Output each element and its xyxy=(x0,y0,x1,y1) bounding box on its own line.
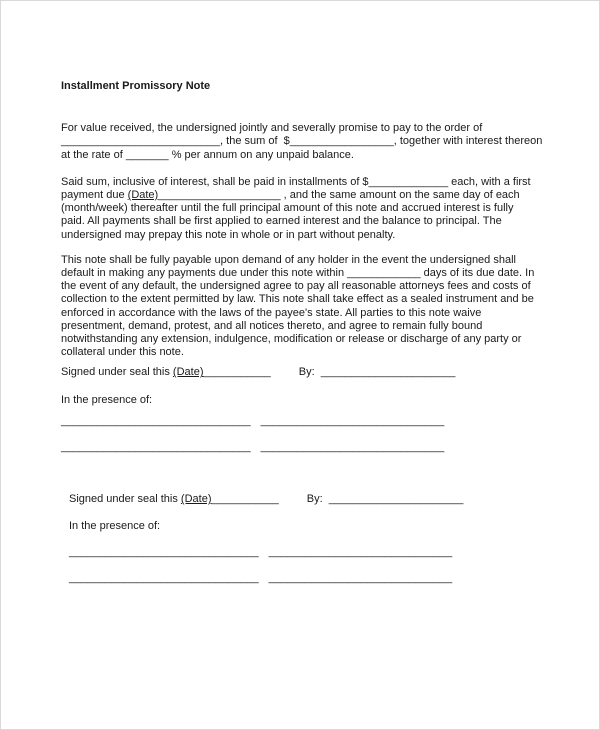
paragraph-installments xyxy=(61,176,573,242)
text-line-interest-rate-blank: at the rate of _______ % per annum on any unpaid balance. xyxy=(61,148,354,161)
text-line-installment-amount-blank: Said sum, inclusive of interest, shall be paid in installments of $_____________ each, with a first xyxy=(61,175,531,188)
date-label-underlined: (Date) xyxy=(127,189,159,202)
text-line-payee-and-sum-blanks: __________________________, the sum of $_________________, together with interest thereon xyxy=(61,135,543,148)
text-line: collateral under this note. xyxy=(61,346,184,359)
signed-under-seal-label: Signed under seal this xyxy=(61,366,173,379)
witness-line-row xyxy=(61,572,573,585)
text-line: the event of any default, the undersigned agree to pay all reasonable attorneys fees and costs of xyxy=(61,280,531,293)
witness-signature-line: ______________________________ xyxy=(268,545,453,558)
witness-signature-line: _______________________________ xyxy=(69,571,259,584)
text-line: presentment, demand, protest, and all notices thereto, and agree to remain fully bound xyxy=(61,319,483,332)
signature-date-blank: ___________ xyxy=(203,366,271,379)
text-line: For value received, the undersigned jointly and severally promise to pay to the order of xyxy=(61,122,483,135)
signature-date-line-2 xyxy=(61,493,573,506)
text-line: This note shall be fully payable upon demand of any holder in the event the undersigned shall xyxy=(61,253,516,266)
text-line: notwithstanding any extension, indulgence, modification or release or discharge of any party or xyxy=(61,333,522,346)
presence-label-1: In the presence of: xyxy=(61,393,153,406)
presence-label-2: In the presence of: xyxy=(69,520,161,533)
witness-signature-line: _______________________________ xyxy=(61,441,251,454)
signature-date-line-1 xyxy=(61,366,573,379)
text-line: undersigned may prepay this note in whole or in part without penalty. xyxy=(61,228,396,241)
signature-date-blank: ___________ xyxy=(211,493,279,506)
witness-signature-line: ______________________________ xyxy=(260,441,445,454)
document-content xyxy=(61,80,573,585)
text-line: collection to the extent permitted by law. This note shall take effect as a sealed instrument and be xyxy=(61,293,534,306)
witness-signature-line: ______________________________ xyxy=(268,571,453,584)
witness-line-row xyxy=(61,441,573,454)
signer-signature-blank: ______________________ xyxy=(320,366,456,379)
signed-under-seal-label: Signed under seal this xyxy=(69,493,181,506)
witness-line-row xyxy=(61,546,573,559)
text-line: (month/week) thereafter until the full principal amount of this note and accrued interest is fully xyxy=(61,202,514,215)
signer-signature-blank: ______________________ xyxy=(328,493,464,506)
text-line: enforced in accordance with the laws of the payee's state. All parties to this note waive xyxy=(61,306,482,319)
witness-signature-line: _______________________________ xyxy=(61,414,251,427)
by-label: By: xyxy=(298,366,321,379)
witness-line-row xyxy=(61,415,573,428)
text-line-first-payment-date xyxy=(61,189,573,202)
by-label: By: xyxy=(306,493,329,506)
paragraph-default-terms xyxy=(61,254,573,360)
text-segment: payment due xyxy=(61,189,128,202)
text-line-grace-period-blank: default in making any payments due under this note within ____________ days of its due date. In xyxy=(61,267,535,280)
paragraph-consideration xyxy=(61,122,573,162)
date-label-underlined: (Date) xyxy=(172,366,204,379)
witness-signature-line: ______________________________ xyxy=(260,414,445,427)
date-label-underlined: (Date) xyxy=(180,493,212,506)
witness-signature-line: _______________________________ xyxy=(69,545,259,558)
first-payment-date-blank: ____________________ , and the same amount on the same day of each xyxy=(158,189,520,202)
document-title: Installment Promissory Note xyxy=(61,80,211,92)
text-line: paid. All payments shall be first applied to earned interest and the balance to principal. The xyxy=(61,215,502,228)
